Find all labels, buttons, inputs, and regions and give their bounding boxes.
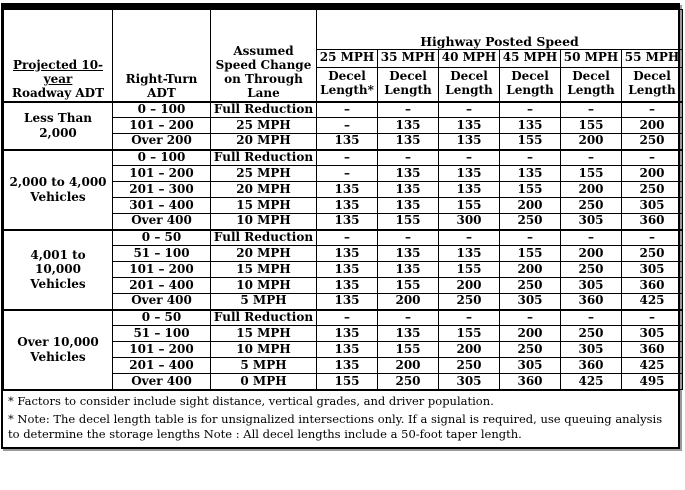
decel-value-cell: 200 [378, 294, 439, 310]
speed-header-50: 50 MPH [561, 50, 622, 68]
decel-value-cell: – [622, 150, 683, 166]
right-turn-adt-cell: 101 – 200 [113, 262, 211, 278]
decel-value-cell: 135 [439, 134, 500, 150]
table-row [4, 102, 683, 118]
decel-value-cell: 155 [500, 182, 561, 198]
right-turn-adt-cell: 0 – 50 [113, 230, 211, 246]
decel-value-cell: – [439, 102, 500, 118]
speed-header-25: 25 MPH [317, 50, 378, 68]
decel-value-cell: 360 [622, 342, 683, 358]
decel-value-cell: – [378, 102, 439, 118]
decel-value-cell: 425 [561, 374, 622, 390]
decel-value-cell: – [561, 230, 622, 246]
decel-value-cell: 250 [622, 246, 683, 262]
decel-value-cell: – [500, 150, 561, 166]
right-turn-adt-cell: 101 – 200 [113, 118, 211, 134]
decel-length-header-50: Decel Length [561, 68, 622, 102]
decel-value-cell: 135 [317, 246, 378, 262]
assumed-speed-change-header: Assumed Speed Change on Through Lane [211, 10, 317, 102]
decel-value-cell: 360 [622, 214, 683, 230]
header-row-top [4, 10, 683, 50]
right-turn-adt-cell: Over 400 [113, 374, 211, 390]
projected-adt-header [4, 10, 113, 102]
speed-header-55: 55 MPH [622, 50, 683, 68]
right-turn-adt-cell: 51 – 100 [113, 246, 211, 262]
decel-value-cell: 155 [561, 118, 622, 134]
decel-value-cell: 200 [622, 118, 683, 134]
decel-value-cell: 155 [378, 278, 439, 294]
speed-change-cell: Full Reduction [211, 310, 317, 326]
adt-group-cell: Less Than 2,000 [4, 102, 113, 150]
decel-value-cell: 305 [561, 342, 622, 358]
decel-value-cell: – [439, 310, 500, 326]
right-turn-adt-cell: 101 – 200 [113, 342, 211, 358]
table-row [4, 150, 683, 166]
decel-value-cell: 250 [561, 326, 622, 342]
speed-header-45: 45 MPH [500, 50, 561, 68]
right-turn-adt-header: Right-Turn ADT [113, 10, 211, 102]
highway-posted-speed-header: Highway Posted Speed [317, 10, 683, 50]
decel-value-cell: 250 [439, 294, 500, 310]
right-turn-adt-cell: Over 400 [113, 294, 211, 310]
speed-change-cell: 10 MPH [211, 278, 317, 294]
decel-length-table-sheet [1, 3, 680, 449]
speed-change-cell: Full Reduction [211, 230, 317, 246]
decel-value-cell: 200 [561, 246, 622, 262]
right-turn-adt-cell: 201 – 300 [113, 182, 211, 198]
decel-value-cell: 135 [317, 134, 378, 150]
decel-value-cell: 135 [439, 246, 500, 262]
decel-length-header-35: Decel Length [378, 68, 439, 102]
decel-value-cell: 200 [439, 278, 500, 294]
decel-value-cell: – [378, 310, 439, 326]
decel-value-cell: – [622, 310, 683, 326]
right-turn-adt-cell: 101 – 200 [113, 166, 211, 182]
decel-value-cell: 305 [500, 294, 561, 310]
adt-group-cell: 4,001 to 10,000 Vehicles [4, 230, 113, 310]
decel-value-cell: 305 [561, 278, 622, 294]
decel-value-cell: 135 [317, 342, 378, 358]
right-turn-adt-cell: 0 – 50 [113, 310, 211, 326]
projected-adt-header-line2: Roadway ADT [11, 85, 105, 100]
decel-value-cell: – [500, 102, 561, 118]
decel-value-cell: – [500, 230, 561, 246]
decel-value-cell: 360 [622, 278, 683, 294]
speed-header-40: 40 MPH [439, 50, 500, 68]
speed-change-cell: 15 MPH [211, 326, 317, 342]
decel-value-cell: 250 [500, 214, 561, 230]
decel-value-cell: 155 [500, 134, 561, 150]
decel-value-cell: 300 [439, 214, 500, 230]
right-turn-adt-cell: 301 – 400 [113, 198, 211, 214]
speed-change-cell: 5 MPH [211, 294, 317, 310]
decel-value-cell: 200 [500, 198, 561, 214]
right-turn-adt-cell: 0 – 100 [113, 102, 211, 118]
decel-value-cell: 305 [439, 374, 500, 390]
decel-value-cell: – [378, 150, 439, 166]
decel-value-cell: – [561, 310, 622, 326]
decel-value-cell: 135 [378, 198, 439, 214]
speed-change-cell: 25 MPH [211, 166, 317, 182]
speed-change-cell: 20 MPH [211, 246, 317, 262]
decel-value-cell: – [378, 230, 439, 246]
speed-change-cell: 15 MPH [211, 198, 317, 214]
right-turn-adt-cell: 201 – 400 [113, 278, 211, 294]
decel-length-header-25: Decel Length* [317, 68, 378, 102]
decel-value-cell: 250 [500, 278, 561, 294]
decel-value-cell: – [317, 150, 378, 166]
right-turn-adt-cell: 0 – 100 [113, 150, 211, 166]
speed-change-cell: 5 MPH [211, 358, 317, 374]
decel-value-cell: 305 [561, 214, 622, 230]
footnote-factors: * Factors to consider include sight distance, vertical grades, and driver population. [8, 394, 494, 408]
projected-adt-header-line1: Projected 10-year [12, 58, 104, 86]
decel-value-cell: 305 [622, 198, 683, 214]
footnotes [3, 390, 678, 447]
decel-value-cell: – [561, 102, 622, 118]
decel-value-cell: 250 [500, 342, 561, 358]
decel-value-cell: 250 [622, 182, 683, 198]
speed-change-cell: 20 MPH [211, 134, 317, 150]
decel-value-cell: 250 [439, 358, 500, 374]
speed-change-cell: 20 MPH [211, 182, 317, 198]
speed-change-cell: 10 MPH [211, 342, 317, 358]
decel-table-body [4, 102, 683, 390]
decel-value-cell: 250 [561, 198, 622, 214]
decel-value-cell: 135 [378, 134, 439, 150]
decel-value-cell: 155 [561, 166, 622, 182]
decel-value-cell: 135 [317, 198, 378, 214]
table-row [4, 230, 683, 246]
speed-change-cell: 0 MPH [211, 374, 317, 390]
decel-value-cell: 425 [622, 294, 683, 310]
right-turn-adt-cell: Over 200 [113, 134, 211, 150]
decel-value-cell: 135 [378, 182, 439, 198]
decel-value-cell: 155 [317, 374, 378, 390]
speed-change-cell: 15 MPH [211, 262, 317, 278]
decel-value-cell: – [317, 310, 378, 326]
decel-value-cell: 135 [378, 166, 439, 182]
decel-value-cell: 135 [317, 262, 378, 278]
decel-value-cell: 135 [439, 182, 500, 198]
decel-value-cell: 250 [561, 262, 622, 278]
decel-value-cell: 360 [561, 358, 622, 374]
decel-length-header-40: Decel Length [439, 68, 500, 102]
decel-value-cell: 135 [378, 118, 439, 134]
decel-value-cell: 135 [317, 214, 378, 230]
decel-value-cell: 135 [500, 118, 561, 134]
decel-value-cell: 155 [378, 342, 439, 358]
adt-group-cell: 2,000 to 4,000 Vehicles [4, 150, 113, 230]
decel-value-cell: 200 [561, 182, 622, 198]
footnote-unsignalized: * Note: The decel length table is for unsignalized intersections only. If a signal is required, use queuing analysis to determine the storage lengths Note : All decel lengths include a 50-foot taper length. [8, 412, 663, 441]
decel-length-header-45: Decel Length [500, 68, 561, 102]
decel-value-cell: 360 [561, 294, 622, 310]
decel-value-cell: 135 [439, 166, 500, 182]
decel-value-cell: – [317, 118, 378, 134]
decel-value-cell: 200 [622, 166, 683, 182]
decel-value-cell: 135 [500, 166, 561, 182]
decel-value-cell: 135 [378, 326, 439, 342]
decel-value-cell: 155 [378, 214, 439, 230]
right-turn-adt-cell: 51 – 100 [113, 326, 211, 342]
decel-value-cell: 155 [439, 326, 500, 342]
decel-value-cell: 135 [317, 294, 378, 310]
decel-value-cell: 155 [439, 262, 500, 278]
decel-value-cell: – [500, 310, 561, 326]
decel-length-table [3, 9, 683, 390]
speed-change-cell: Full Reduction [211, 102, 317, 118]
decel-value-cell: 360 [500, 374, 561, 390]
decel-value-cell: 305 [500, 358, 561, 374]
decel-value-cell: 200 [500, 262, 561, 278]
decel-value-cell: 135 [317, 278, 378, 294]
decel-value-cell: 135 [378, 246, 439, 262]
table-row [4, 310, 683, 326]
decel-value-cell: 200 [500, 326, 561, 342]
decel-length-header-55: Decel Length [622, 68, 683, 102]
speed-change-cell: 10 MPH [211, 214, 317, 230]
decel-value-cell: 305 [622, 262, 683, 278]
decel-value-cell: – [317, 102, 378, 118]
decel-value-cell: – [317, 230, 378, 246]
right-turn-adt-cell: 201 – 400 [113, 358, 211, 374]
decel-value-cell: 135 [317, 326, 378, 342]
decel-value-cell: 135 [439, 118, 500, 134]
adt-group-cell: Over 10,000 Vehicles [4, 310, 113, 390]
decel-value-cell: 305 [622, 326, 683, 342]
speed-change-cell: Full Reduction [211, 150, 317, 166]
decel-value-cell: 495 [622, 374, 683, 390]
decel-value-cell: 250 [622, 134, 683, 150]
decel-value-cell: 135 [317, 358, 378, 374]
speed-change-cell: 25 MPH [211, 118, 317, 134]
right-turn-adt-cell: Over 400 [113, 214, 211, 230]
decel-value-cell: 250 [378, 374, 439, 390]
decel-value-cell: – [439, 230, 500, 246]
decel-value-cell: 200 [378, 358, 439, 374]
decel-value-cell: – [317, 166, 378, 182]
decel-value-cell: – [622, 102, 683, 118]
decel-value-cell: 425 [622, 358, 683, 374]
decel-value-cell: – [561, 150, 622, 166]
speed-header-35: 35 MPH [378, 50, 439, 68]
decel-value-cell: 155 [500, 246, 561, 262]
decel-value-cell: 135 [317, 182, 378, 198]
decel-value-cell: 200 [439, 342, 500, 358]
decel-value-cell: 155 [439, 198, 500, 214]
decel-value-cell: – [622, 230, 683, 246]
decel-value-cell: 135 [378, 262, 439, 278]
decel-value-cell: 200 [561, 134, 622, 150]
decel-value-cell: – [439, 150, 500, 166]
